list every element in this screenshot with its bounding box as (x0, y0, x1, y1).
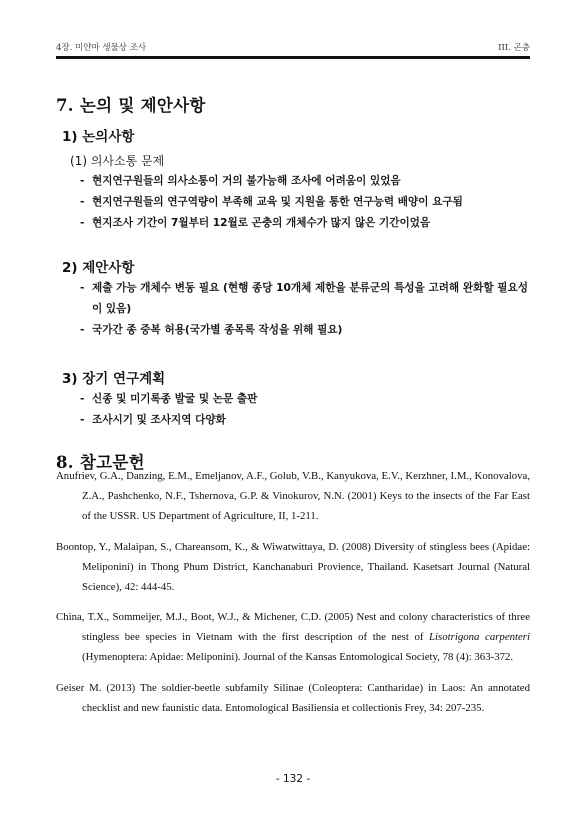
subsection-2-title: 2) 제안사항 (62, 260, 135, 276)
section-7-title: 7. 논의 및 제안사항 (56, 96, 206, 115)
reference-list (56, 455, 530, 718)
list-item: - 현지조사 기간이 7월부터 12월로 곤충의 개체수가 많지 않은 기간이었음 (80, 213, 530, 234)
reference-item: Geiser M. (2013) The soldier-beetle subfamily Silinae (Coleoptera: Cantharidae) in Laos: An annotated checklist and new faunistic data. Entomological Basiliensia et collectionis Frey, 34: 207-235. (56, 682, 530, 715)
list-item: - 제출 가능 개체수 변동 필요 (현행 종당 10개체 제한을 분류군의 특성을 고려해 완화할 필요성이 있음) (80, 278, 530, 320)
species-name: Lisotrigona carpenteri (429, 631, 531, 644)
list-item: - 현지연구원들의 의사소통이 거의 불가능해 조사에 어려움이 있었음 (80, 171, 530, 192)
running-header (56, 40, 530, 54)
header-chapter: 4장. 미얀마 생물상 조사 (56, 43, 147, 53)
reference-item (56, 607, 530, 667)
research-plan-list (80, 389, 530, 431)
reference-text: (Hymenoptera: Apidae: Meliponini). Journal of the Kansas Entomological Society, 78 (4): 363-372. (82, 651, 514, 664)
header-section: III. 곤충 (498, 43, 530, 53)
reference-text: China, T.X., Sommeijer, M.J., Boot, W.J., & Michener, C.D. (2005) Nest and colony characteristics of three stingless bee species in Vietnam with the first description of the nest of (56, 611, 530, 644)
list-item: - 국가간 종 중복 허용(국가별 종목록 작성을 위해 필요) (80, 320, 530, 341)
main-content (56, 92, 530, 473)
discussion-list (80, 171, 530, 234)
list-item: - 조사시기 및 조사지역 다양화 (80, 410, 530, 431)
proposal-list (80, 278, 530, 341)
subsubsection-title: (1) 의사소통 문제 (70, 154, 165, 168)
reference-item: Anufriev, G.A., Danzing, E.M., Emeljanov, A.F., Golub, V.B., Kanyukova, E.V., Kerzhner, I.M., Konovalova, Z.A., Pashchenko, N.F., Tshernova, G.P. & Vinokurov, N.N. (2001) Keys to the insects of the Far East of the USSR. US Department of Agriculture, II, 1-211. (56, 469, 530, 522)
list-item: - 현지연구원들의 연구역량이 부족해 교육 및 지원을 통한 연구능력 배양이 요구됨 (80, 192, 530, 213)
subsection-3-title: 3) 장기 연구계획 (62, 371, 166, 387)
subsection-1-title: 1) 논의사항 (62, 129, 135, 145)
page-number: - 132 - (275, 773, 311, 785)
header-rule (56, 56, 530, 59)
reference-item: Boontop, Y., Malaipan, S., Chareansom, K., & Wiwatwittaya, D. (2008) Diversity of stingless bees (Apidae: Meliponini) in Thong Phum District, Kanchanaburi Provience, Thailand. Kasetsart Journal (Natural Science), 42: 444-45. (56, 540, 530, 593)
list-item: - 신종 및 미기록종 발굴 및 논문 출판 (80, 389, 530, 410)
section-8-title: 8. 참고문헌 (56, 453, 145, 472)
